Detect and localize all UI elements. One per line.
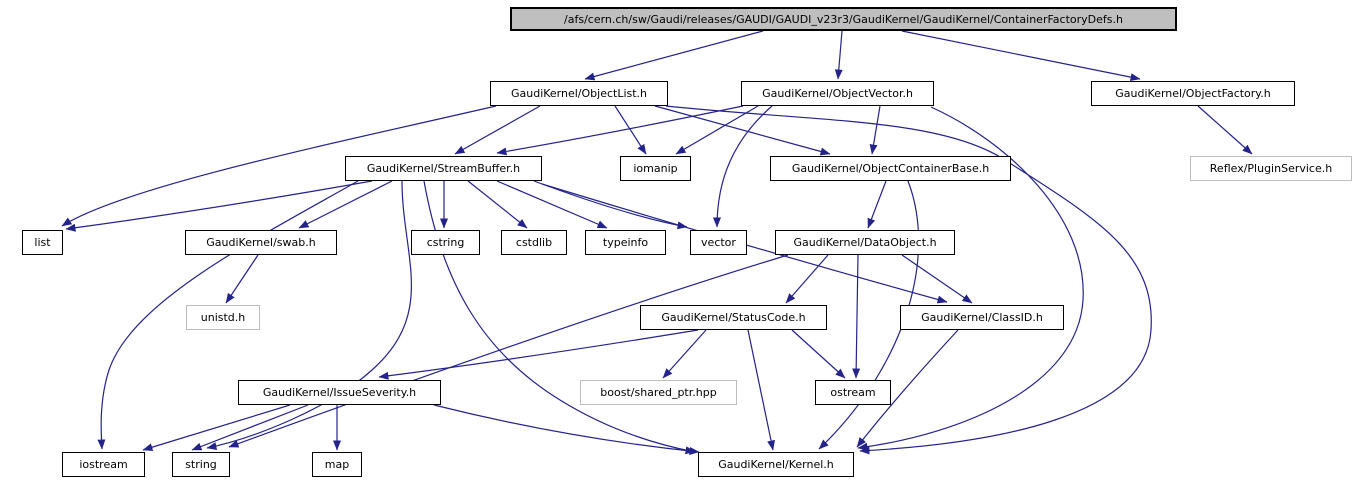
- edge-issueseverity->string: [192, 405, 308, 450]
- node-iostream[interactable]: iostream: [62, 452, 145, 477]
- edge-statuscode->sharedptr: [663, 330, 706, 378]
- node-objectvector[interactable]: GaudiKernel/ObjectVector.h: [741, 81, 934, 106]
- edge-objectcontainerbase->dataobject: [868, 181, 886, 228]
- edge-issueseverity->kernel: [434, 405, 699, 452]
- edge-issueseverity->iostream: [143, 405, 290, 450]
- edge-swab->unistd: [226, 255, 258, 303]
- node-objectfactory[interactable]: GaudiKernel/ObjectFactory.h: [1091, 81, 1295, 106]
- edge-objectvector->vector: [717, 106, 772, 227]
- node-dataobject[interactable]: GaudiKernel/DataObject.h: [775, 230, 955, 255]
- edge-dataobject->ostream: [856, 255, 858, 378]
- node-cstring[interactable]: cstring: [411, 230, 480, 255]
- node-root: /afs/cern.ch/sw/Gaudi/releases/GAUDI/GAUDI_v23r3/GaudiKernel/GaudiKernel/ContainerFactoryDefs.h: [510, 7, 1177, 31]
- edge-root->objectfactory: [902, 31, 1140, 79]
- edge-objectlist->streambuffer: [455, 106, 540, 154]
- node-objectcontainerbase[interactable]: GaudiKernel/ObjectContainerBase.h: [770, 156, 1011, 181]
- edge-statuscode->kernel: [748, 330, 773, 450]
- edge-objectfactory->pluginservice: [1198, 106, 1252, 154]
- node-issueseverity[interactable]: GaudiKernel/IssueSeverity.h: [238, 380, 441, 405]
- edge-streambuffer->cstdlib: [468, 181, 527, 228]
- edge-objectvector->objectcontainerbase: [872, 106, 880, 154]
- node-pluginservice: Reflex/PluginService.h: [1190, 156, 1352, 181]
- edge-objectlist->iomanip: [615, 106, 646, 154]
- edge-dataobject->string: [229, 255, 788, 447]
- node-sharedptr: boost/shared_ptr.hpp: [580, 380, 737, 405]
- node-cstdlib[interactable]: cstdlib: [501, 230, 567, 255]
- node-streambuffer[interactable]: GaudiKernel/StreamBuffer.h: [345, 156, 542, 181]
- node-vector[interactable]: vector: [690, 230, 747, 255]
- edge-streambuffer->vector: [534, 181, 687, 227]
- node-classid[interactable]: GaudiKernel/ClassID.h: [900, 305, 1064, 330]
- node-unistd: unistd.h: [186, 305, 260, 330]
- node-swab[interactable]: GaudiKernel/swab.h: [185, 230, 337, 255]
- edge-dataobject->classid: [902, 255, 972, 303]
- node-iomanip[interactable]: iomanip: [620, 156, 691, 181]
- node-statuscode[interactable]: GaudiKernel/StatusCode.h: [640, 305, 827, 330]
- node-string[interactable]: string: [172, 452, 230, 477]
- edge-root->objectlist: [585, 31, 763, 79]
- edge-streambuffer->list: [66, 181, 372, 229]
- edge-statuscode->ostream: [792, 330, 845, 378]
- edge-root->objectvector: [838, 31, 842, 79]
- node-ostream[interactable]: ostream: [815, 380, 891, 405]
- node-typeinfo[interactable]: typeinfo: [585, 230, 666, 255]
- node-map[interactable]: map: [312, 452, 362, 477]
- node-list[interactable]: list: [22, 230, 63, 255]
- node-objectlist[interactable]: GaudiKernel/ObjectList.h: [490, 81, 668, 106]
- edge-objectvector->iomanip: [676, 106, 758, 154]
- node-kernel[interactable]: GaudiKernel/Kernel.h: [698, 452, 854, 477]
